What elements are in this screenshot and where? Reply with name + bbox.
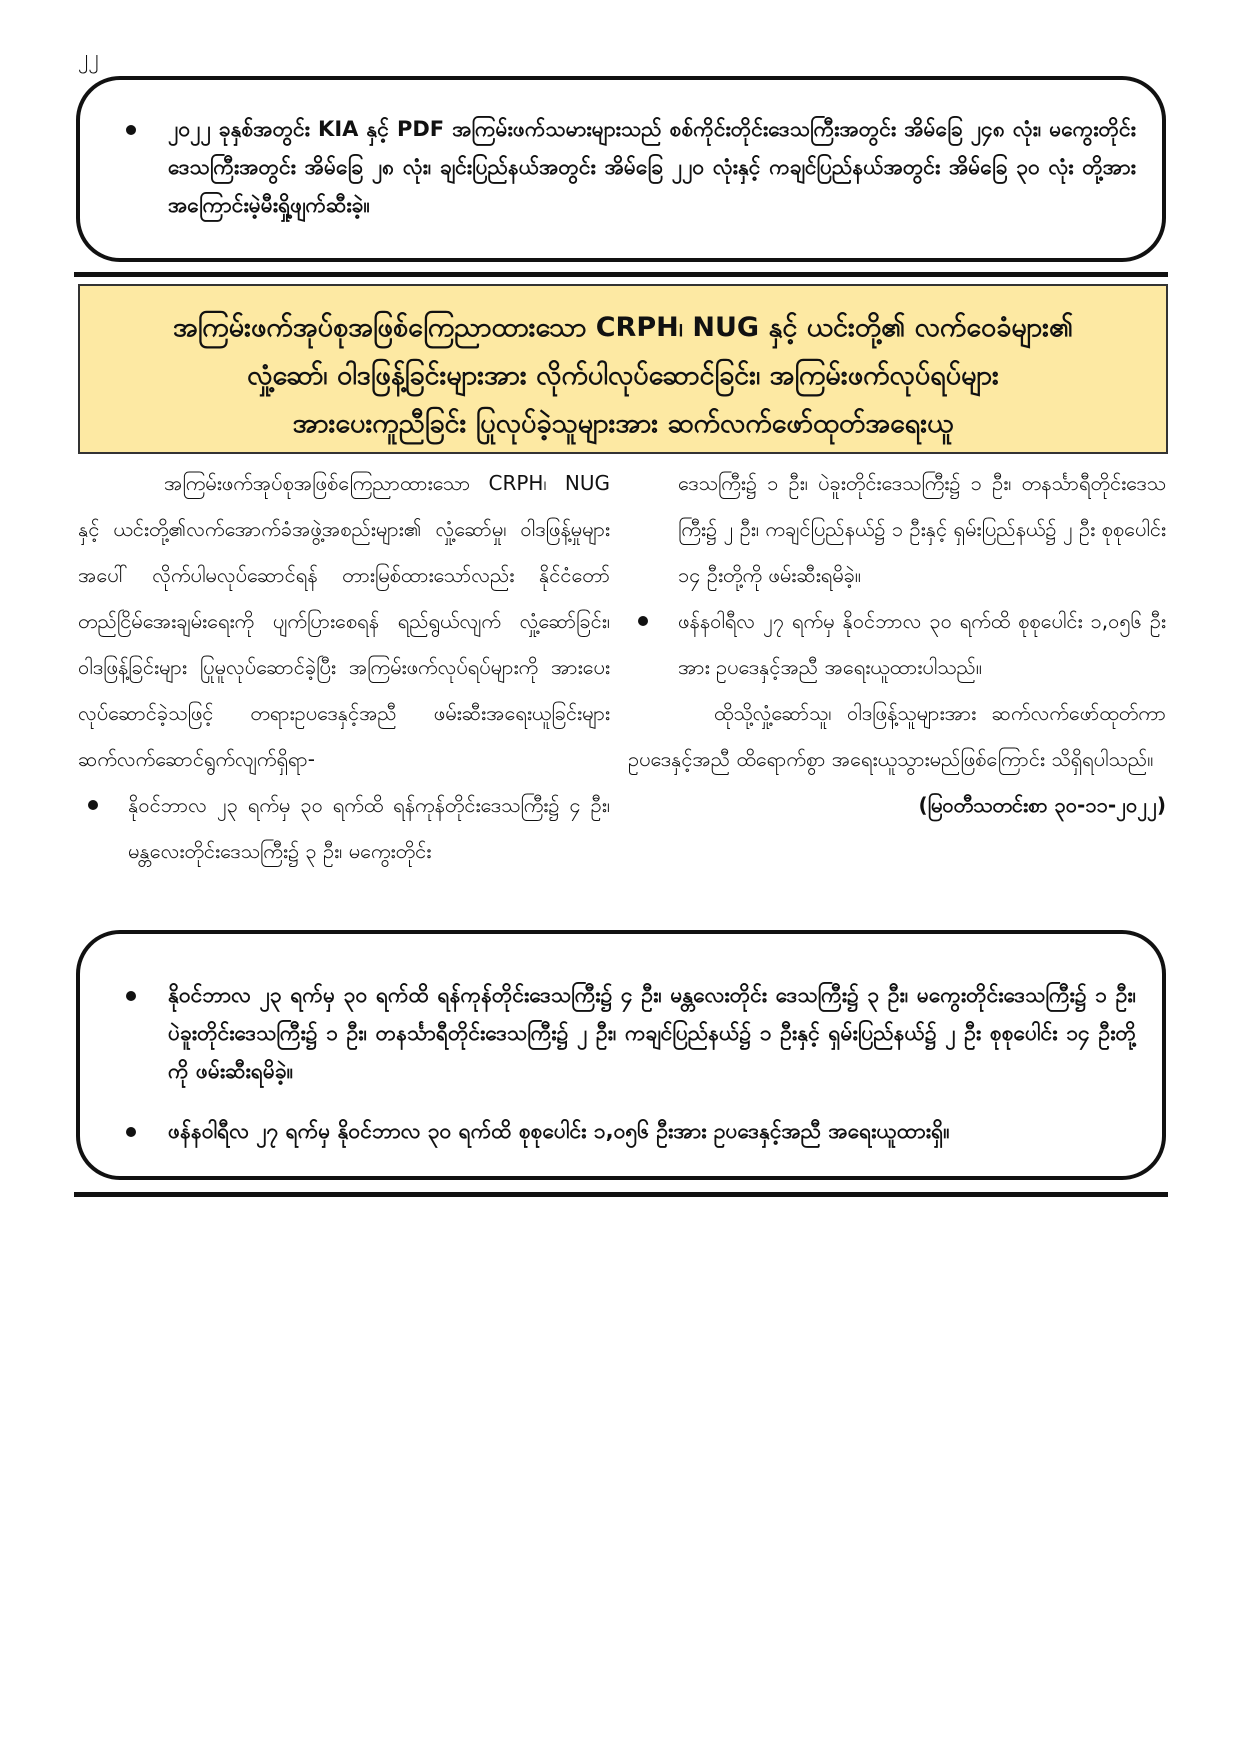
article-bullet-continuation: ဒေသကြီး၌ ၁ ဦး၊ ပဲခူးတိုင်းဒေသကြီး၌ ၁ ဦး၊ တနင်္သာရီတိုင်းဒေသကြီး၌ ၂ ဦး၊ ကချင်ပြည်နယ်၌ ၁ ဦးနှင့် ရှမ်းပြည်နယ်၌ ၂ ဦး စုစုပေါင်း ၁၄ ဦးတို့ကို ဖမ်းဆီးရမိခဲ့။ [678, 471, 1166, 587]
bullet-icon [638, 616, 648, 626]
summary-item [120, 976, 1136, 1090]
summary-list [120, 976, 1136, 1150]
article-bullet-text: နိုဝင်ဘာလ ၂၃ ရက်မှ ၃၀ ရက်ထိ ရန်ကုန်တိုင်းဒေသကြီး၌ ၄ ဦး၊ မန္တလေးတိုင်းဒေသကြီး၌ ၃ ဦး၊ မကွေးတိုင်း [128, 793, 610, 863]
bullet-icon [126, 991, 136, 1001]
summary-box-bottom [76, 930, 1166, 1180]
section-divider [74, 272, 1168, 277]
summary-item-text: ၂၀၂၂ ခုနှစ်အတွင်း KIA နှင့် PDF အကြမ်းဖက်သမားများသည် စစ်ကိုင်းတိုင်းဒေသကြီးအတွင်း အိမ်ခြေ ၂၄၈ လုံး၊ မကွေးတိုင်းဒေသကြီးအတွင်း အိမ်ခြေ ၂၈ လုံး၊ ချင်းပြည်နယ်အတွင်း အိမ်ခြေ ၂၂၀ လုံးနှင့် ကချင်ပြည်နယ်အတွင်း အိမ်ခြေ ၃၀ လုံး တို့အား အကြောင်းမဲ့မီးရှို့ဖျက်ဆီးခဲ့။ [168, 117, 1136, 217]
bullet-icon [126, 1127, 136, 1137]
article-bullet-text: ဖန်နဝါရီလ ၂၇ ရက်မှ နိုဝင်ဘာလ ၃၀ ရက်ထိ စုစုပေါင်း ၁,၀၅၆ ဦးအား ဥပဒေနှင့်အညီ အရေးယူထားပါသည်။ [678, 609, 1166, 679]
section-divider [74, 1192, 1168, 1197]
summary-item-text: နိုဝင်ဘာလ ၂၃ ရက်မှ ၃၀ ရက်ထိ ရန်ကုန်တိုင်းဒေသကြီး၌ ၄ ဦး၊ မန္တလေးတိုင်း ဒေသကြီး၌ ၃ ဦး၊ မကွေးတိုင်းဒေသကြီး၌ ၁ ဦး၊ ပဲခူးတိုင်းဒေသကြီး၌ ၁ ဦး၊ တနင်္သာရီတိုင်းဒေသကြီး၌ ၂ ဦး၊ ကချင်ပြည်နယ်၌ ၁ ဦးနှင့် ရှမ်းပြည်နယ်၌ ၂ ဦး စုစုပေါင်း ၁၄ ဦးတို့ကို ဖမ်းဆီးရမိခဲ့။ [168, 983, 1136, 1083]
headline-line: အားပေးကူညီခြင်း ပြုလုပ်ခဲ့သူများအား ဆက်လက်ဖော်ထုတ်အရေးယူ [292, 408, 954, 439]
article-source: (မြဝတီသတင်းစာ ၃၀-၁၁-၂၀၂၂) [918, 793, 1166, 817]
page-number: ၂၂ [78, 45, 99, 69]
article-closing-paragraph: ထိုသို့လှုံ့ဆော်သူ၊ ဝါဒဖြန့်သူများအား ဆက်လက်ဖော်ထုတ်ကာ ဥပဒေနှင့်အညီ ထိရောက်စွာ အရေးယူသွားမည်ဖြစ်ကြောင်း သိရှိရပါသည်။ [628, 701, 1166, 771]
article-column-left [78, 460, 610, 874]
summary-item [120, 1112, 1136, 1150]
article-bullet-item [78, 782, 610, 874]
summary-item-text: ဖန်နဝါရီလ ၂၇ ရက်မှ နိုဝင်ဘာလ ၃၀ ရက်ထိ စုစုပေါင်း ၁,၀၅၆ ဦးအား ဥပဒေနှင့်အညီ အရေးယူထားရှိ။ [168, 1119, 950, 1143]
summary-item [120, 110, 1136, 224]
summary-box-top [76, 76, 1166, 262]
bullet-icon [88, 800, 98, 810]
article-intro-paragraph: အကြမ်းဖက်အုပ်စုအဖြစ်ကြေညာထားသော CRPH၊ NUG နှင့် ယင်းတို့၏လက်အောက်ခံအဖွဲ့အစည်းများ၏ လှုံ့ဆော်မှု၊ ဝါဒဖြန့်မှုများအပေါ် လိုက်ပါမလုပ်ဆောင်ရန် တားမြစ်ထားသော်လည်း နိုင်ငံတော်တည်ငြိမ်အေးချမ်းရေးကို ပျက်ပြားစေရန် ရည်ရွယ်လျက် လှုံ့ဆော်ခြင်း၊ ဝါဒဖြန့်ခြင်းများ ပြုမူလုပ်ဆောင်ခဲ့ပြီး အကြမ်းဖက်လုပ်ရပ်များကို အားပေးလုပ်ဆောင်ခဲ့သဖြင့် တရားဥပဒေနှင့်အညီ ဖမ်းဆီးအရေးယူခြင်းများ ဆက်လက်ဆောင်ရွက်လျက်ရှိရာ- [78, 471, 610, 771]
headline-line: လှုံ့ဆော်၊ ဝါဒဖြန့်ခြင်းများအား လိုက်ပါလုပ်ဆောင်ခြင်း၊ အကြမ်းဖက်လုပ်ရပ်များ [247, 360, 999, 391]
article-column-right [628, 460, 1166, 828]
bullet-icon [126, 125, 136, 135]
article-headline [78, 284, 1168, 454]
headline-line: အကြမ်းဖက်အုပ်စုအဖြစ်ကြေညာထားသော CRPH၊ NUG နှင့် ယင်းတို့၏ လက်ဝေခံများ၏ [172, 312, 1074, 343]
article-bullet-item [628, 598, 1166, 690]
summary-list [120, 110, 1136, 224]
